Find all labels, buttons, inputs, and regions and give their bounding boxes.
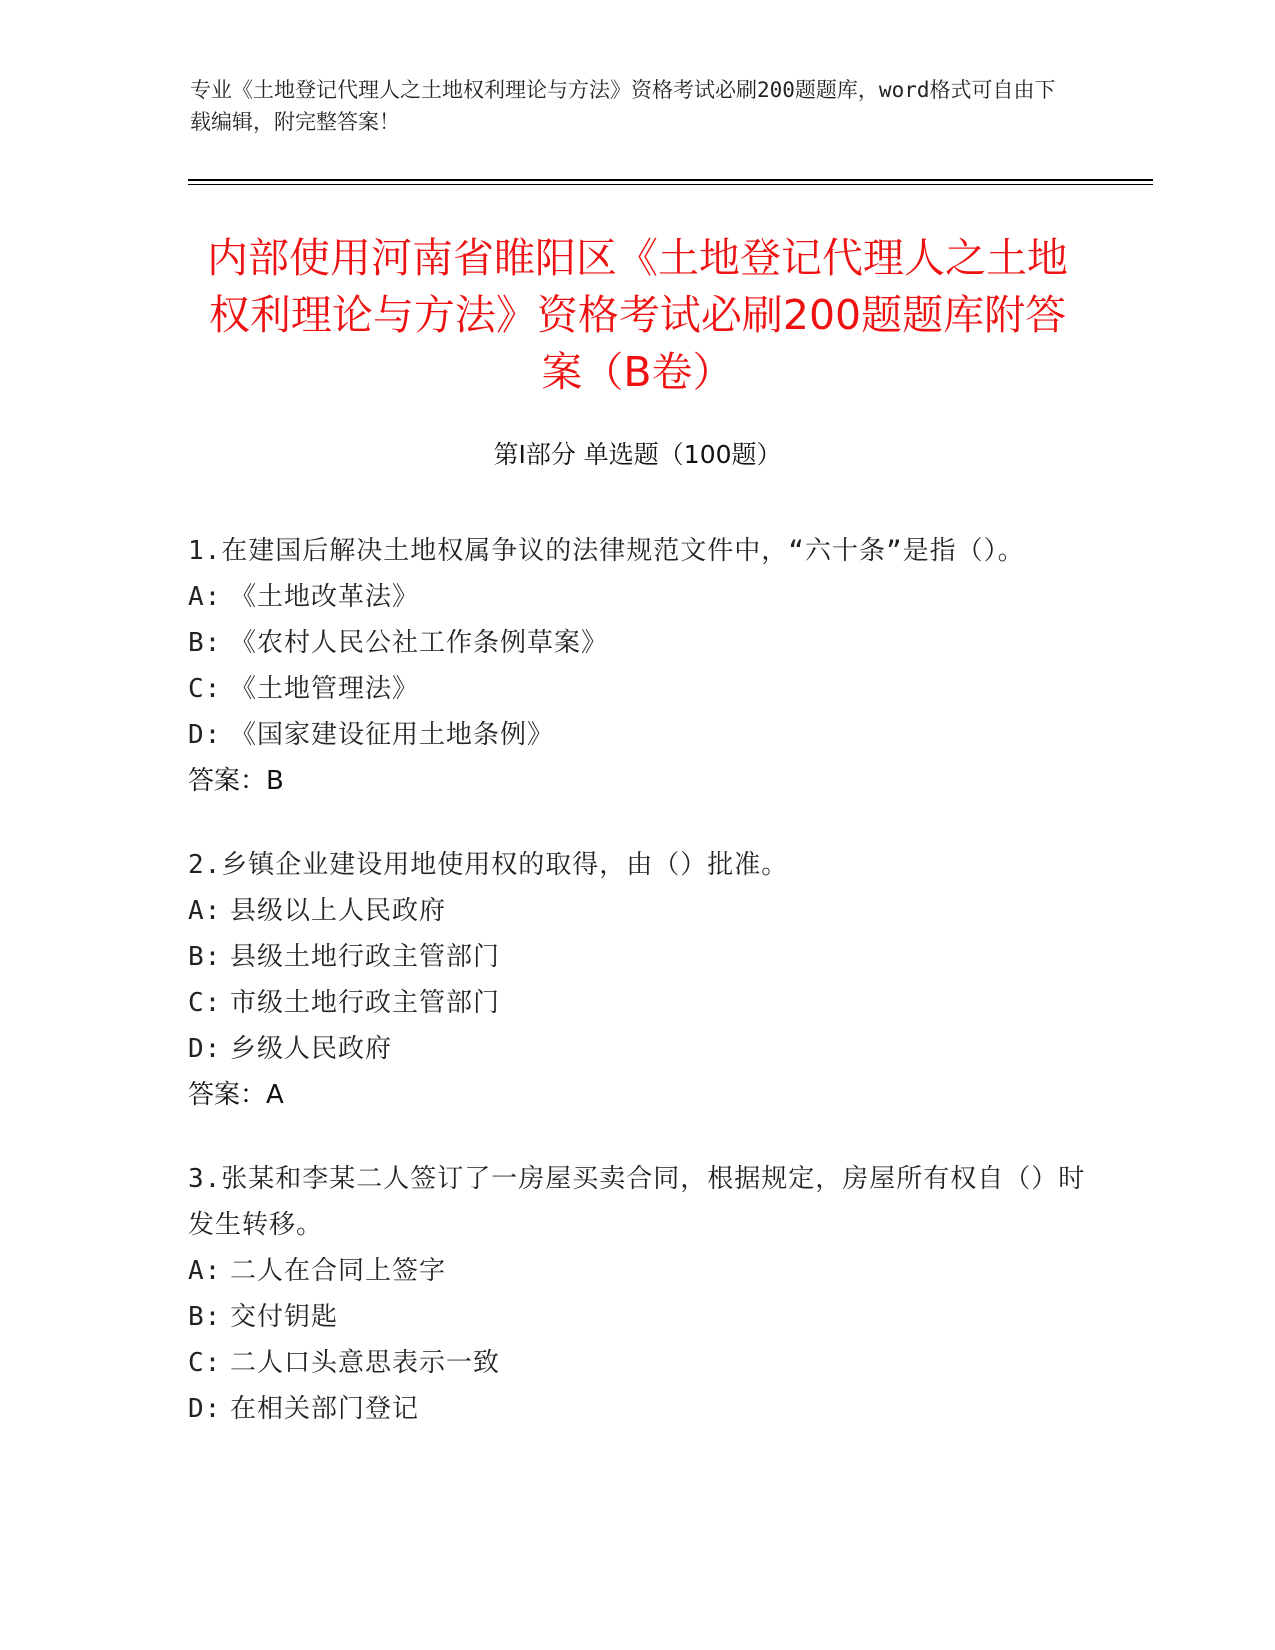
question-item [188, 528, 1088, 804]
header-divider-thin [188, 184, 1153, 185]
option-letter: C: [188, 988, 222, 1018]
option-letter: B: [188, 1302, 222, 1332]
option-letter: B: [188, 942, 222, 972]
question-stem: 1.在建国后解决土地权属争议的法律规范文件中，“六十条”是指（）。 [188, 536, 1025, 566]
option-letter: C: [188, 1348, 222, 1378]
option-text: 交付钥匙 [230, 1302, 339, 1332]
option-text: 二人口头意思表示一致 [230, 1348, 501, 1378]
option-letter: B: [188, 628, 222, 658]
question-option [188, 1026, 1088, 1072]
option-letter: D: [188, 1034, 222, 1064]
document-title: 内部使用河南省睢阳区《土地登记代理人之土地权利理论与方法》资格考试必刷200题题库附答案（B卷） [207, 234, 1068, 396]
question-item [188, 842, 1088, 1118]
header-divider-thick [188, 179, 1153, 181]
option-text: 乡级人民政府 [230, 1034, 393, 1064]
question-stem: 3.张某和李某二人签订了一房屋买卖合同，根据规定，房屋所有权自（）时发生转移。 [188, 1164, 1086, 1240]
option-text: 在相关部门登记 [230, 1394, 420, 1424]
question-option [188, 620, 1088, 666]
option-letter: A: [188, 1256, 222, 1286]
question-option [188, 712, 1088, 758]
option-letter: D: [188, 720, 222, 750]
section-heading: 第Ⅰ部分 单选题（100题） [493, 440, 782, 469]
question-option [188, 980, 1088, 1026]
question-answer: 答案：B [188, 766, 284, 796]
question-list [188, 528, 1088, 1470]
option-letter: A: [188, 896, 222, 926]
question-stem: 2.乡镇企业建设用地使用权的取得，由（）批准。 [188, 850, 789, 880]
question-item [188, 1156, 1088, 1432]
question-option [188, 666, 1088, 712]
question-option [188, 934, 1088, 980]
question-option [188, 574, 1088, 620]
option-text: 县级土地行政主管部门 [230, 942, 501, 972]
option-text: 《农村人民公社工作条例草案》 [230, 628, 609, 658]
option-text: 《国家建设征用土地条例》 [230, 720, 555, 750]
option-letter: C: [188, 674, 222, 704]
option-letter: D: [188, 1394, 222, 1424]
question-option [188, 1340, 1088, 1386]
option-text: 县级以上人民政府 [230, 896, 447, 926]
option-text: 二人在合同上签字 [230, 1256, 447, 1286]
option-text: 市级土地行政主管部门 [230, 988, 501, 1018]
header-note: 专业《土地登记代理人之土地权利理论与方法》资格考试必刷200题题库，word格式可自由下载编辑，附完整答案！ [190, 78, 1056, 134]
question-answer: 答案：A [188, 1080, 284, 1110]
option-letter: A: [188, 582, 222, 612]
question-option [188, 1248, 1088, 1294]
option-text: 《土地改革法》 [230, 582, 420, 612]
question-option [188, 1386, 1088, 1432]
question-option [188, 888, 1088, 934]
option-text: 《土地管理法》 [230, 674, 420, 704]
question-option [188, 1294, 1088, 1340]
